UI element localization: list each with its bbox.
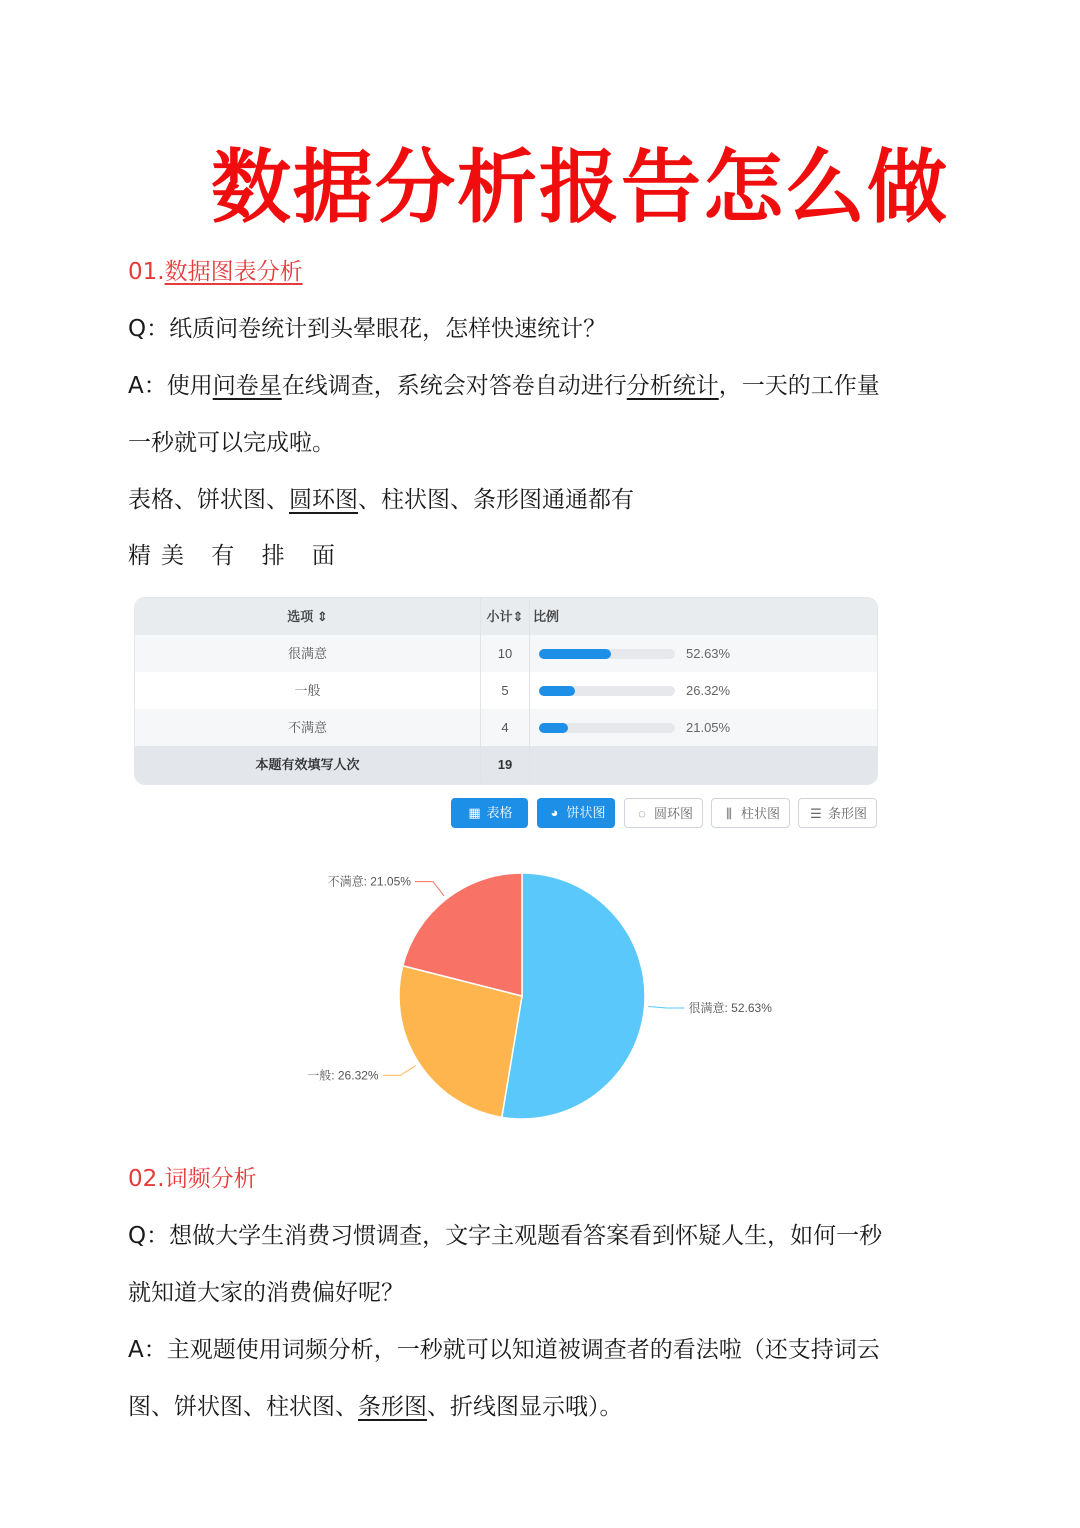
view-bar-button[interactable] xyxy=(798,798,877,828)
pie-label-2: 不满意: 21.05% xyxy=(327,874,411,889)
ratio-bar-track xyxy=(539,686,675,696)
ring-chart-link[interactable]: 圆环图 xyxy=(289,487,358,513)
ratio-percent: 52.63% xyxy=(686,646,731,661)
answer2-prefix: 图、饼状图、柱状图、 xyxy=(128,1394,358,1420)
view-ring-button[interactable] xyxy=(624,798,703,828)
view-pie-button[interactable] xyxy=(537,798,615,828)
section-number: 01. xyxy=(128,259,165,285)
row-count: 5 xyxy=(480,672,530,709)
ratio-bar-fill xyxy=(539,723,568,733)
analysis-link[interactable]: 分析统计 xyxy=(626,373,719,399)
view-bar-label: 条形图 xyxy=(827,806,867,821)
table-footer xyxy=(135,746,877,784)
answer-prefix: A：使用 xyxy=(128,373,213,399)
ratio-percent: 26.32% xyxy=(686,683,731,698)
ratio-percent: 21.05% xyxy=(686,720,731,735)
pie-leader-line-1 xyxy=(383,1065,416,1075)
ratio-bar-track xyxy=(539,723,675,733)
pie-label-1: 一般: 26.32% xyxy=(307,1068,379,1083)
question-text-2-line2: 就知道大家的消费偏好呢？ xyxy=(128,1280,404,1306)
answer-text-2: A：主观题使用词频分析，一秒就可以知道被调查者的看法啦（还支持词云 xyxy=(128,1337,880,1363)
answer-text-line2: 一秒就可以完成啦。 xyxy=(128,430,335,456)
pie-label-0: 很满意: 52.63% xyxy=(688,1000,772,1015)
view-table-button[interactable] xyxy=(451,798,528,828)
types-prefix: 表格、饼状图、 xyxy=(128,487,289,513)
header-count[interactable]: 小计⇕ xyxy=(480,598,530,635)
section-heading-1 xyxy=(128,256,303,288)
bar-chart-link[interactable]: 条形图 xyxy=(358,1394,427,1420)
table-header xyxy=(135,598,877,636)
row-option: 不满意 xyxy=(287,720,327,735)
stats-table xyxy=(135,598,877,784)
footer-value: 19 xyxy=(480,746,530,783)
section-number: 02. xyxy=(128,1166,165,1192)
pie-slice-0[interactable] xyxy=(502,873,645,1119)
question-text: Q：纸质问卷统计到头晕眼花，怎样快速统计？ xyxy=(128,316,607,342)
section-title: 词频分析 xyxy=(164,1166,257,1192)
wjx-link[interactable]: 问卷星 xyxy=(212,373,282,399)
view-pie-label: 饼状图 xyxy=(566,805,606,820)
row-count: 10 xyxy=(480,635,530,672)
ring-icon: ◌ xyxy=(638,806,646,821)
chart-types-text xyxy=(128,484,634,516)
answer-suffix: ，一天的工作量 xyxy=(718,373,880,399)
section-title-link[interactable]: 数据图表分析 xyxy=(164,259,303,285)
answer-text xyxy=(128,370,880,402)
footer-label: 本题有效填写人次 xyxy=(255,757,360,772)
row-option: 一般 xyxy=(294,683,321,698)
tagline: 精美 有 排 面 xyxy=(128,543,345,569)
row-count: 4 xyxy=(480,709,530,746)
bar-icon: ☰ xyxy=(810,806,822,821)
pie-chart xyxy=(280,846,840,1146)
view-column-button[interactable] xyxy=(711,798,790,828)
row-ratio xyxy=(529,635,877,672)
page-title: 数据分析报告怎么做 xyxy=(211,141,949,234)
answer-text-2-line2 xyxy=(128,1391,623,1423)
table-row xyxy=(135,635,877,673)
pie-leader-line-2 xyxy=(415,882,444,896)
table-row xyxy=(135,672,877,710)
pie-icon: ◕ xyxy=(550,805,559,820)
ratio-bar-track xyxy=(539,649,675,659)
answer-mid: 在线调查，系统会对答卷自动进行 xyxy=(281,373,627,399)
header-ratio: 比例 xyxy=(533,609,560,624)
section-heading-2 xyxy=(128,1163,257,1195)
table-icon: ▦ xyxy=(468,805,481,820)
header-option[interactable]: 选项 ⇕ xyxy=(287,609,328,624)
ratio-bar-fill xyxy=(539,649,611,659)
pie-leader-line-0 xyxy=(649,1006,685,1007)
row-ratio xyxy=(529,672,877,709)
column-icon: ⫼ xyxy=(725,806,732,821)
question-text-2: Q：想做大学生消费习惯调查，文字主观题看答案看到怀疑人生，如何一秒 xyxy=(128,1223,883,1249)
answer2-suffix: 、折线图显示哦）。 xyxy=(427,1394,623,1420)
row-option: 很满意 xyxy=(287,646,327,661)
view-table-label: 表格 xyxy=(486,805,513,820)
ratio-bar-fill xyxy=(539,686,575,696)
row-ratio xyxy=(529,709,877,746)
view-column-label: 柱状图 xyxy=(740,806,780,821)
view-ring-label: 圆环图 xyxy=(653,806,693,821)
types-suffix: 、柱状图、条形图通通都有 xyxy=(358,487,634,513)
table-row xyxy=(135,709,877,747)
